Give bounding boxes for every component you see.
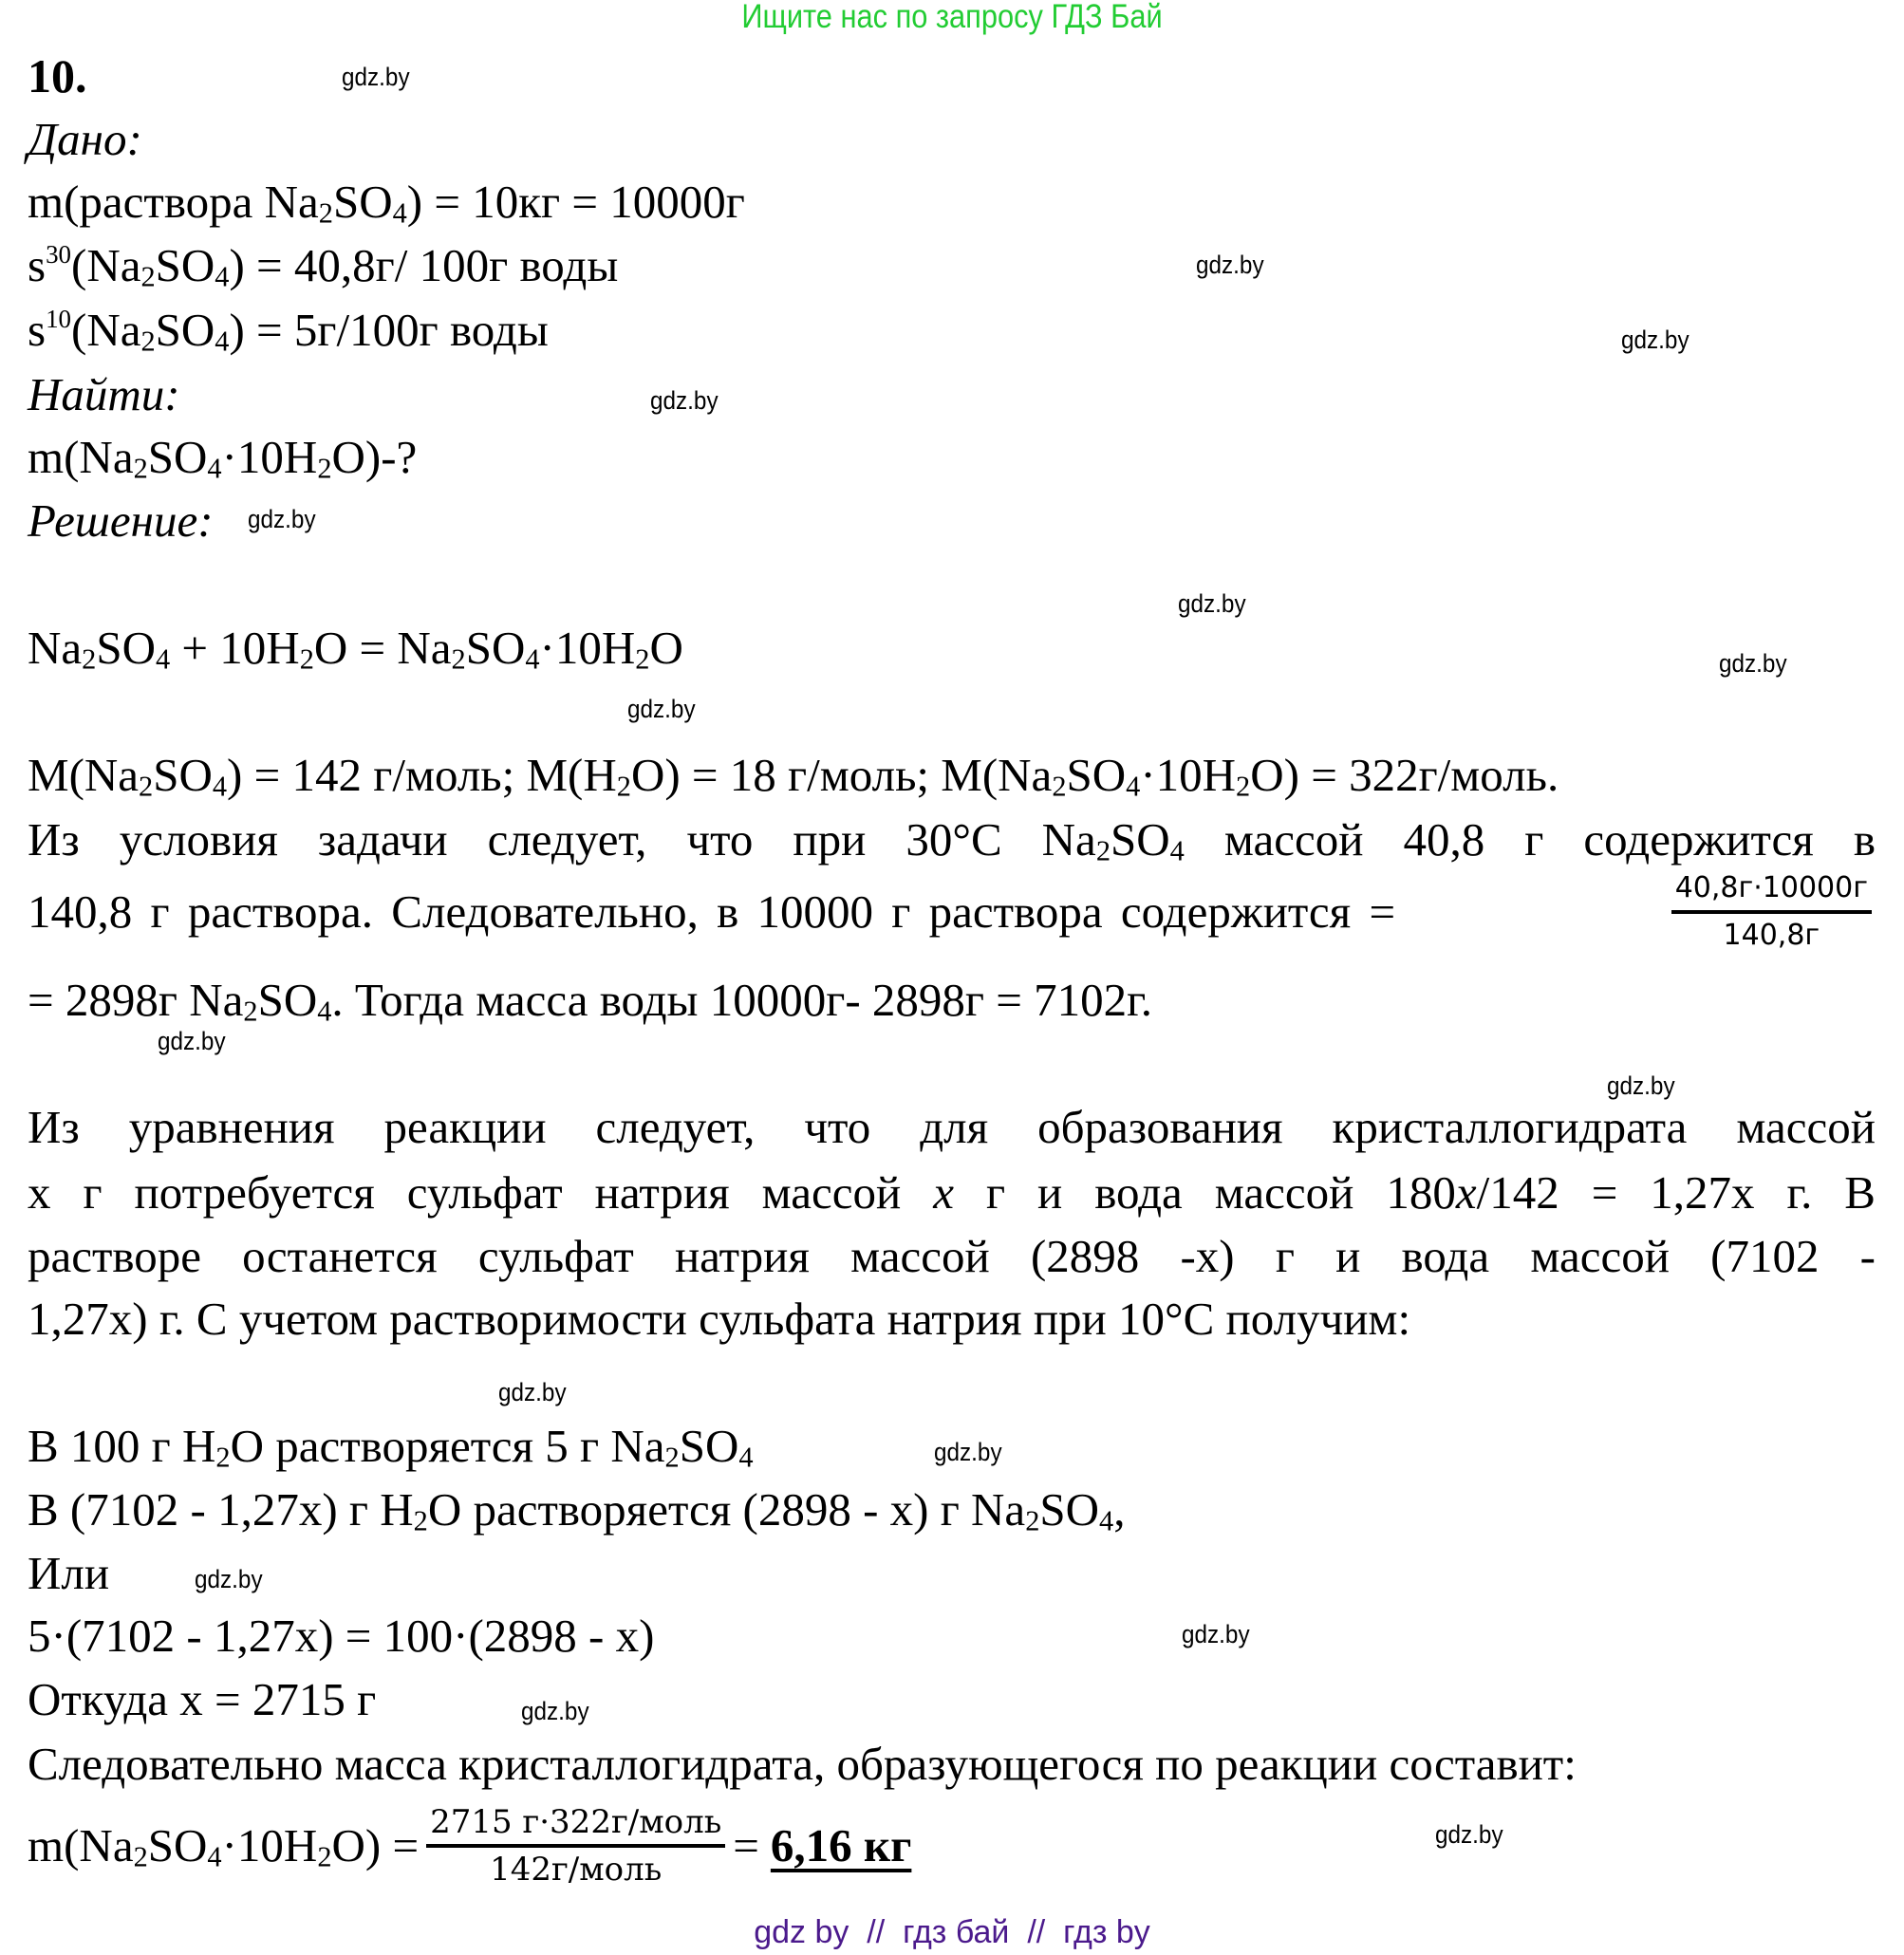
final-equals: = — [733, 1819, 759, 1871]
paragraph-1-line-2 — [28, 860, 1876, 964]
reaction-equation: $Na_2SO_4 + 10H_2O = Na_2SO_4\cdot 10H_2O$ — [28, 622, 683, 676]
paragraph-1-line-1: Из условия задачи следует, что при 30°C $Na_2SO_4$ массой 40,8 г содержится в — [28, 813, 1876, 867]
watermark: gdz.by — [1719, 649, 1787, 678]
fraction-denominator: 140,8г — [1723, 919, 1820, 952]
watermark: gdz.by — [1196, 251, 1264, 279]
paragraph-1-line-3: = 2898г $Na_2SO_4$. Тогда масса воды 10000г- 2898г = 7102г. — [28, 974, 1152, 1028]
watermark: gdz.by — [521, 1697, 589, 1725]
given-solution-mass: m(раствора $Na_2SO_4) = 10кг = 10000г$ — [28, 176, 745, 230]
given-solubility-10: $s^{10}(Na_2SO_4) = 5г/100г$ воды — [28, 304, 549, 358]
paragraph-2-line-4: 1,27x) г. С учетом растворимости сульфата натрия при 10°C получим: — [28, 1293, 1411, 1345]
result-x: Откуда x = 2715 г — [28, 1673, 377, 1725]
find-target: $m(Na_2SO_4\cdot 10H_2O)-$? — [28, 431, 418, 485]
watermark: gdz.by — [195, 1565, 263, 1593]
find-label: Найти: — [28, 368, 180, 420]
problem-number: 10. — [28, 49, 87, 102]
paragraph-2-line-2: x г потребуется сульфат натрия массой x г и вода массой 180x/142 = 1,27x г. В — [28, 1166, 1876, 1219]
watermark: gdz.by — [934, 1438, 1002, 1466]
conclusion-text: Следовательно масса кристаллогидрата, образующегося по реакции составит: — [28, 1738, 1577, 1790]
final-lhs: $m(Na_2SO_4\cdot 10H_2O)$ = — [28, 1819, 420, 1873]
proportion-line-2: В (7102 - 1,27x) г $H_2O$ растворяется (2898 - x) г $Na_2SO_4$, — [28, 1483, 1126, 1537]
watermark: gdz.by — [158, 1027, 226, 1055]
dissolved-mass-text: 140,8 г раствора. Следовательно, в 10000 г раствора содержится = — [28, 885, 1396, 938]
search-banner: Ищите нас по запросу ГДЗ Бай — [741, 0, 1163, 35]
final-answer: 6,16 кг — [770, 1819, 912, 1871]
fraction-denominator: 142г/моль — [490, 1851, 663, 1889]
paragraph-2-line-3: растворе останется сульфат натрия массой (2898 -x) г и вода массой (7102 - — [28, 1230, 1876, 1282]
watermark: gdz.by — [498, 1378, 567, 1406]
given-solubility-30: $s^{30}(Na_2SO_4) = 40,8г/$ 100г воды — [28, 239, 619, 293]
watermark: gdz.by — [650, 386, 719, 415]
footer-links: gdz by // гдз бай // гдз by — [754, 1914, 1150, 1950]
watermark: gdz.by — [1621, 326, 1689, 354]
final-calculation — [28, 1794, 911, 1898]
watermark: gdz.by — [342, 63, 410, 91]
watermark: gdz.by — [1435, 1820, 1503, 1849]
molar-masses: $M(Na_2SO_4) = 142$ г/моль; $M(H_2O) = 18$ г/моль; $M(Na_2SO_4\cdot 10H_2O)$ = 322г/моль. — [28, 749, 1559, 803]
fraction-numerator: 2715 г·322г/моль — [426, 1804, 725, 1848]
paragraph-2-line-1: Из уравнения реакции следует, что для образования кристаллогидрата массой — [28, 1101, 1876, 1153]
proportion-line-1: В 100 г $H_2O$ растворяется 5 г $Na_2SO_4$ — [28, 1420, 754, 1474]
watermark: gdz.by — [1178, 589, 1246, 618]
watermark: gdz.by — [627, 695, 696, 723]
watermark: gdz.by — [1182, 1620, 1250, 1648]
given-label: Дано: — [28, 113, 142, 165]
fraction-numerator: 40,8г·10000г — [1671, 870, 1872, 914]
or-label: Или — [28, 1547, 110, 1599]
solution-label: Решение: — [28, 494, 214, 547]
watermark: gdz.by — [248, 505, 316, 533]
watermark: gdz.by — [1607, 1071, 1675, 1100]
fraction-dissolved-mass — [1671, 870, 1872, 954]
balance-equation: 5·(7102 - 1,27x) = 100·(2898 - x) — [28, 1610, 655, 1662]
fraction-final-mass — [426, 1804, 725, 1888]
